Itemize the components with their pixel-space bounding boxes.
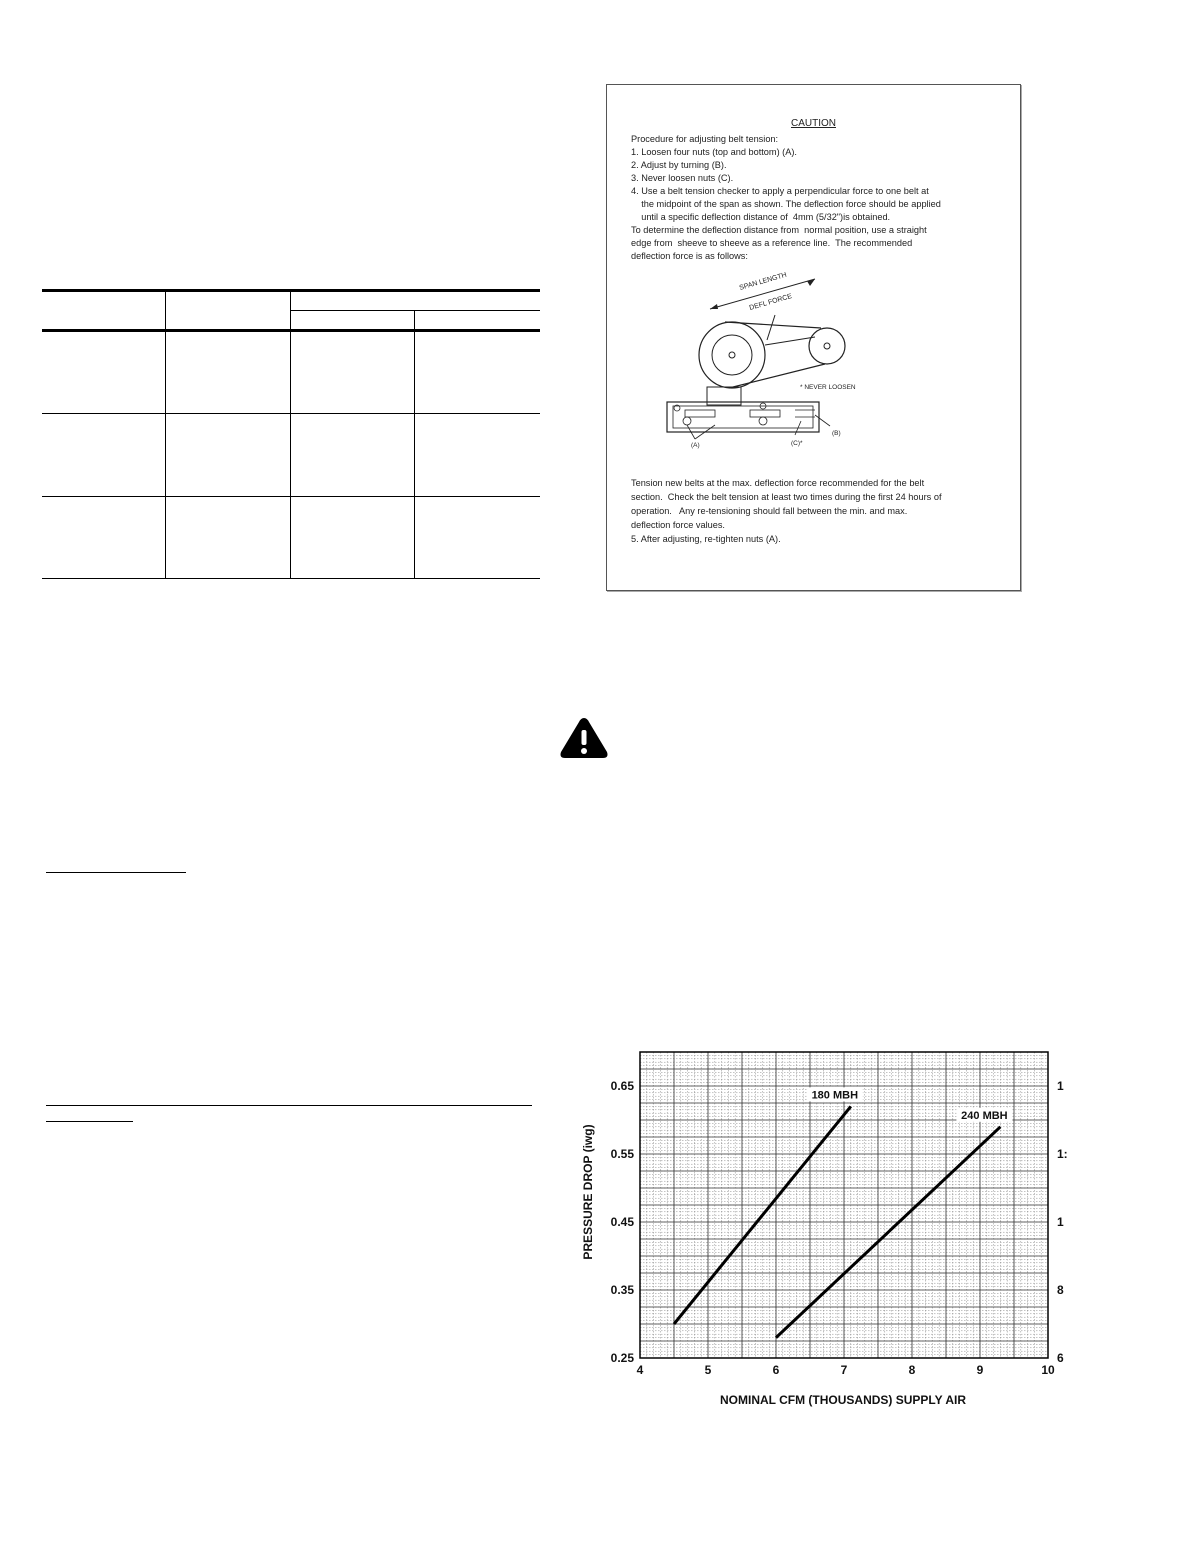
span-length-label: SPAN LENGTH — [738, 271, 788, 292]
right-tick-label: 1: — [1057, 1147, 1068, 1161]
table-col-divider — [165, 289, 166, 579]
caution-line: deflection force values. — [631, 520, 725, 530]
x-tick-label: 8 — [908, 1363, 916, 1377]
never-loosen-label: * NEVER LOOSEN — [800, 384, 856, 391]
caution-line: edge from sheeve to sheeve as a reference line. The recommended — [631, 238, 913, 248]
caution-label-box — [606, 84, 1021, 591]
table-col-divider — [290, 289, 291, 579]
right-tick-label: 6 — [1057, 1351, 1064, 1365]
caution-line: deflection force is as follows: — [631, 251, 748, 261]
caution-line: section. Check the belt tension at least two times during the first 24 hours of — [631, 492, 942, 502]
x-tick-label: 6 — [772, 1363, 780, 1377]
caution-line: To determine the deflection distance from normal position, use a straight — [631, 225, 927, 235]
table-bottom-rule — [42, 578, 540, 579]
chart-ticks — [611, 1079, 1068, 1377]
y-tick-label: 0.35 — [610, 1283, 634, 1297]
table-row-rule — [42, 496, 540, 497]
caution-line: the midpoint of the span as shown. The deflection force should be applied — [631, 199, 941, 209]
x-tick-label: 9 — [976, 1363, 984, 1377]
series-label: 240 MBH — [961, 1109, 1008, 1122]
y-tick-label: 0.45 — [610, 1215, 634, 1229]
caution-line: 4. Use a belt tension checker to apply a perpendicular force to one belt at — [631, 186, 929, 196]
x-tick-label: 5 — [704, 1363, 712, 1377]
y-tick-label: 0.55 — [610, 1147, 634, 1161]
x-tick-label: 7 — [840, 1363, 848, 1377]
warning-triangle-icon — [559, 716, 609, 760]
belt-drive-diagram — [655, 271, 875, 450]
heading-underline — [46, 872, 186, 873]
table-row-rule — [42, 413, 540, 414]
heading-underline — [46, 1105, 532, 1106]
table-top-rule — [42, 289, 540, 292]
caution-line: Procedure for adjusting belt tension: — [631, 134, 779, 144]
caution-line: until a specific deflection distance of 4mm (5/32")is obtained. — [631, 212, 891, 222]
heading-underline — [46, 1121, 133, 1122]
caution-title: CAUTION — [791, 118, 836, 129]
caution-line: 1. Loosen four nuts (top and bottom) (A). — [631, 147, 797, 157]
y-tick-label: 0.65 — [610, 1079, 634, 1093]
x-axis-label: NOMINAL CFM (THOUSANDS) SUPPLY AIR — [719, 1393, 967, 1407]
right-tick-label: 1 — [1057, 1215, 1064, 1229]
x-tick-label: 4 — [636, 1363, 644, 1377]
label-c: (C)* — [791, 440, 803, 447]
caution-line: Tension new belts at the max. deflection force recommended for the belt — [631, 478, 925, 488]
label-b: (B) — [832, 430, 841, 437]
pressure-drop-chart — [560, 1040, 1068, 1415]
table-subheader-rule — [291, 310, 540, 311]
x-tick-label: 10 — [1041, 1363, 1055, 1377]
defl-force-label: DEFL FORCE — [748, 293, 793, 312]
table-col-divider — [414, 310, 415, 579]
caution-line: 3. Never loosen nuts (C). — [631, 173, 734, 183]
caution-line: operation. Any re-tensioning should fall between the min. and max. — [631, 506, 908, 516]
y-axis-label: PRESSURE DROP (iwg) — [581, 1124, 595, 1260]
label-a: (A) — [691, 442, 700, 449]
right-tick-label: 1 — [1057, 1079, 1064, 1093]
caution-line: 5. After adjusting, re-tighten nuts (A). — [631, 534, 781, 544]
series-label: 180 MBH — [811, 1089, 859, 1102]
y-tick-label: 0.25 — [610, 1351, 634, 1365]
right-tick-label: 8 — [1057, 1283, 1064, 1297]
caution-line: 2. Adjust by turning (B). — [631, 160, 727, 170]
table-header-rule — [42, 329, 540, 332]
